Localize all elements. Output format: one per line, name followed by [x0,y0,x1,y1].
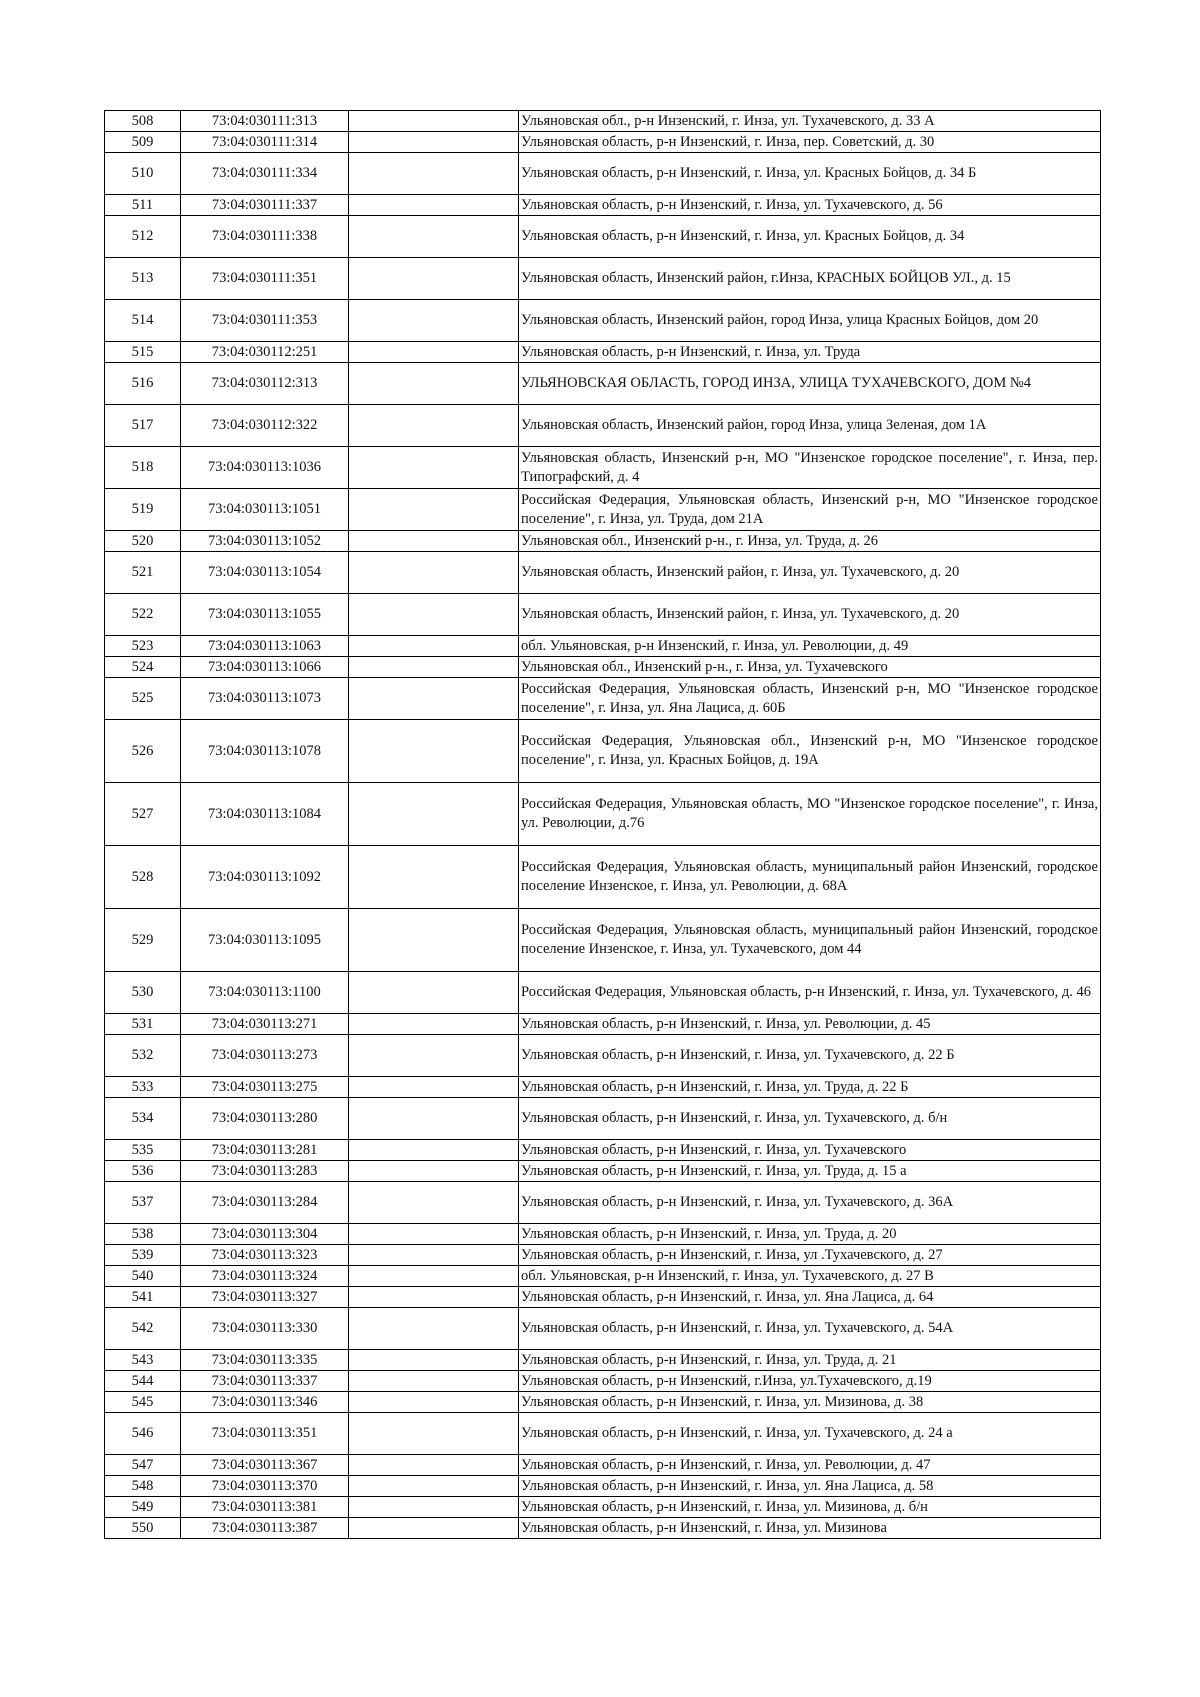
table-row [105,1182,1101,1224]
cadastral-number: 73:04:030113:1073 [181,678,349,720]
empty-cell [349,531,519,552]
row-number: 547 [105,1455,181,1476]
empty-cell [349,1497,519,1518]
cadastral-number: 73:04:030113:284 [181,1182,349,1224]
table-row [105,657,1101,678]
empty-cell [349,1287,519,1308]
address: Ульяновская область, Инзенский район, г. Инза, ул. Тухачевского, д. 20 [519,552,1101,594]
cadastral-number: 73:04:030113:1092 [181,846,349,909]
empty-cell [349,657,519,678]
address: Ульяновская область, р-н Инзенский, г. Инза, ул. Революции, д. 47 [519,1455,1101,1476]
row-number: 535 [105,1140,181,1161]
cadastral-number: 73:04:030113:280 [181,1098,349,1140]
empty-cell [349,1140,519,1161]
address: Российская Федерация, Ульяновская область, МО "Инзенское городское поселение", г. Инза, ул. Революции, д.76 [519,783,1101,846]
empty-cell [349,258,519,300]
row-number: 530 [105,972,181,1014]
empty-cell [349,1224,519,1245]
cadastral-number: 73:04:030111:338 [181,216,349,258]
row-number: 528 [105,846,181,909]
row-number: 510 [105,153,181,195]
address: обл. Ульяновская, р-н Инзенский, г. Инза, ул. Революции, д. 49 [519,636,1101,657]
row-number: 511 [105,195,181,216]
address: Российская Федерация, Ульяновская область, Инзенский р-н, МО "Инзенское городское поселение", г. Инза, ул. Яна Лациса, д. 60Б [519,678,1101,720]
row-number: 540 [105,1266,181,1287]
cadastral-number: 73:04:030113:323 [181,1245,349,1266]
row-number: 541 [105,1287,181,1308]
table-row [105,1476,1101,1497]
empty-cell [349,1077,519,1098]
table-row [105,1392,1101,1413]
table-row [105,1224,1101,1245]
row-number: 527 [105,783,181,846]
cadastral-number: 73:04:030113:1066 [181,657,349,678]
empty-cell [349,300,519,342]
empty-cell [349,1161,519,1182]
table-row [105,720,1101,783]
empty-cell [349,1455,519,1476]
row-number: 543 [105,1350,181,1371]
row-number: 520 [105,531,181,552]
empty-cell [349,153,519,195]
cadastral-number: 73:04:030113:1100 [181,972,349,1014]
address: УЛЬЯНОВСКАЯ ОБЛАСТЬ, ГОРОД ИНЗА, УЛИЦА ТУХАЧЕВСКОГО, ДОМ №4 [519,363,1101,405]
address: Ульяновская область, р-н Инзенский, г. Инза, ул. Яна Лациса, д. 58 [519,1476,1101,1497]
address: Ульяновская область, р-н Инзенский, г. Инза, ул. Тухачевского, д. 54А [519,1308,1101,1350]
row-number: 512 [105,216,181,258]
table-row [105,636,1101,657]
table-row [105,1287,1101,1308]
row-number: 529 [105,909,181,972]
table-row [105,1245,1101,1266]
address: Российская Федерация, Ульяновская область, муниципальный район Инзенский, городское поселение Инзенское, г. Инза, ул. Революции, д. 68А [519,846,1101,909]
empty-cell [349,783,519,846]
address: обл. Ульяновская, р-н Инзенский, г. Инза, ул. Тухачевского, д. 27 В [519,1266,1101,1287]
address: Ульяновская область, Инзенский р-н, МО "Инзенское городское поселение", г. Инза, пер. Типографский, д. 4 [519,447,1101,489]
table-row [105,1098,1101,1140]
cadastral-number: 73:04:030113:1084 [181,783,349,846]
empty-cell [349,132,519,153]
address: Ульяновская область, р-н Инзенский, г. Инза, ул. Труда, д. 22 Б [519,1077,1101,1098]
empty-cell [349,216,519,258]
cadastral-number: 73:04:030113:327 [181,1287,349,1308]
address: Российская Федерация, Ульяновская область, Инзенский р-н, МО "Инзенское городское поселение", г. Инза, ул. Труда, дом 21А [519,489,1101,531]
cadastral-number: 73:04:030113:1078 [181,720,349,783]
address: Ульяновская область, р-н Инзенский, г. Инза, ул. Революции, д. 45 [519,1014,1101,1035]
row-number: 542 [105,1308,181,1350]
table-row [105,1266,1101,1287]
empty-cell [349,1266,519,1287]
address: Ульяновская область, р-н Инзенский, г. Инза, ул. Тухачевского, д. 36А [519,1182,1101,1224]
row-number: 515 [105,342,181,363]
table-row [105,1371,1101,1392]
table-row [105,1035,1101,1077]
empty-cell [349,1182,519,1224]
empty-cell [349,972,519,1014]
table-row [105,153,1101,195]
table-row [105,678,1101,720]
empty-cell [349,363,519,405]
cadastral-number: 73:04:030113:1052 [181,531,349,552]
cadastral-number: 73:04:030113:1051 [181,489,349,531]
address: Ульяновская область, р-н Инзенский, г. Инза, ул .Тухачевского, д. 27 [519,1245,1101,1266]
address: Ульяновская область, р-н Инзенский, г. Инза, ул. Тухачевского, д. 24 а [519,1413,1101,1455]
row-number: 539 [105,1245,181,1266]
empty-cell [349,1371,519,1392]
empty-cell [349,1350,519,1371]
empty-cell [349,1035,519,1077]
address: Ульяновская область, р-н Инзенский, г.Инза, ул.Тухачевского, д.19 [519,1371,1101,1392]
cadastral-number: 73:04:030113:1054 [181,552,349,594]
address: Ульяновская область, Инзенский район, г.Инза, КРАСНЫХ БОЙЦОВ УЛ., д. 15 [519,258,1101,300]
empty-cell [349,447,519,489]
table-row [105,1308,1101,1350]
address: Ульяновская область, р-н Инзенский, г. Инза, ул. Тухачевского, д. б/н [519,1098,1101,1140]
row-number: 538 [105,1224,181,1245]
row-number: 514 [105,300,181,342]
cadastral-number: 73:04:030113:335 [181,1350,349,1371]
address: Ульяновская область, р-н Инзенский, г. Инза, ул. Мизинова, д. 38 [519,1392,1101,1413]
cadastral-number: 73:04:030111:314 [181,132,349,153]
address: Ульяновская область, р-н Инзенский, г. Инза, пер. Советский, д. 30 [519,132,1101,153]
empty-cell [349,636,519,657]
row-number: 525 [105,678,181,720]
table-row [105,1497,1101,1518]
cadastral-number: 73:04:030113:351 [181,1413,349,1455]
table-row [105,258,1101,300]
row-number: 531 [105,1014,181,1035]
cadastral-number: 73:04:030111:351 [181,258,349,300]
row-number: 533 [105,1077,181,1098]
empty-cell [349,846,519,909]
table-row [105,195,1101,216]
empty-cell [349,720,519,783]
address: Российская Федерация, Ульяновская область, муниципальный район Инзенский, городское поселение Инзенское, г. Инза, ул. Тухачевского, дом 44 [519,909,1101,972]
cadastral-number: 73:04:030113:283 [181,1161,349,1182]
cadastral-number: 73:04:030113:1063 [181,636,349,657]
row-number: 536 [105,1161,181,1182]
table-row [105,1518,1101,1539]
empty-cell [349,342,519,363]
row-number: 546 [105,1413,181,1455]
empty-cell [349,1476,519,1497]
empty-cell [349,1308,519,1350]
table-row [105,342,1101,363]
cadastral-number: 73:04:030113:370 [181,1476,349,1497]
address: Ульяновская область, р-н Инзенский, г. Инза, ул. Яна Лациса, д. 64 [519,1287,1101,1308]
address: Ульяновская область, р-н Инзенский, г. Инза, ул. Красных Бойцов, д. 34 Б [519,153,1101,195]
empty-cell [349,552,519,594]
cadastral-number: 73:04:030113:367 [181,1455,349,1476]
row-number: 517 [105,405,181,447]
cadastral-number: 73:04:030113:346 [181,1392,349,1413]
property-register-table [104,110,1101,1539]
table-row [105,300,1101,342]
table-row [105,846,1101,909]
empty-cell [349,1014,519,1035]
table-row [105,594,1101,636]
table-row [105,1014,1101,1035]
row-number: 519 [105,489,181,531]
table-row [105,1413,1101,1455]
empty-cell [349,678,519,720]
cadastral-number: 73:04:030112:251 [181,342,349,363]
cadastral-number: 73:04:030113:324 [181,1266,349,1287]
empty-cell [349,1098,519,1140]
cadastral-number: 73:04:030111:334 [181,153,349,195]
table-row [105,447,1101,489]
empty-cell [349,489,519,531]
empty-cell [349,1392,519,1413]
cadastral-number: 73:04:030112:322 [181,405,349,447]
address: Ульяновская обл., Инзенский р-н., г. Инза, ул. Труда, д. 26 [519,531,1101,552]
row-number: 521 [105,552,181,594]
row-number: 534 [105,1098,181,1140]
empty-cell [349,594,519,636]
address: Ульяновская область, р-н Инзенский, г. Инза, ул. Труда, д. 15 а [519,1161,1101,1182]
row-number: 532 [105,1035,181,1077]
empty-cell [349,111,519,132]
cadastral-number: 73:04:030113:1036 [181,447,349,489]
cadastral-number: 73:04:030113:1095 [181,909,349,972]
cadastral-number: 73:04:030113:281 [181,1140,349,1161]
cadastral-number: 73:04:030112:313 [181,363,349,405]
address: Ульяновская область, р-н Инзенский, г. Инза, ул. Мизинова, д. б/н [519,1497,1101,1518]
row-number: 516 [105,363,181,405]
row-number: 548 [105,1476,181,1497]
empty-cell [349,1518,519,1539]
cadastral-number: 73:04:030111:313 [181,111,349,132]
table-row [105,1350,1101,1371]
row-number: 522 [105,594,181,636]
table-row [105,909,1101,972]
address: Ульяновская область, р-н Инзенский, г. Инза, ул. Тухачевского, д. 22 Б [519,1035,1101,1077]
table-row [105,1077,1101,1098]
row-number: 523 [105,636,181,657]
address: Ульяновская область, Инзенский район, город Инза, улица Зеленая, дом 1А [519,405,1101,447]
address: Российская Федерация, Ульяновская обл., Инзенский р-н, МО "Инзенское городское поселение", г. Инза, ул. Красных Бойцов, д. 19А [519,720,1101,783]
cadastral-number: 73:04:030113:387 [181,1518,349,1539]
table-row [105,1140,1101,1161]
cadastral-number: 73:04:030113:273 [181,1035,349,1077]
address: Ульяновская область, р-н Инзенский, г. Инза, ул. Труда, д. 21 [519,1350,1101,1371]
address: Ульяновская область, р-н Инзенский, г. Инза, ул. Тухачевского [519,1140,1101,1161]
row-number: 518 [105,447,181,489]
row-number: 526 [105,720,181,783]
address: Ульяновская область, р-н Инзенский, г. Инза, ул. Мизинова [519,1518,1101,1539]
table-row [105,1161,1101,1182]
cadastral-number: 73:04:030113:275 [181,1077,349,1098]
table-row [105,972,1101,1014]
empty-cell [349,909,519,972]
address: Ульяновская область, р-н Инзенский, г. Инза, ул. Труда, д. 20 [519,1224,1101,1245]
address: Российская Федерация, Ульяновская область, р-н Инзенский, г. Инза, ул. Тухачевского, д. 46 [519,972,1101,1014]
cadastral-number: 73:04:030113:381 [181,1497,349,1518]
row-number: 549 [105,1497,181,1518]
table-row [105,531,1101,552]
cadastral-number: 73:04:030113:337 [181,1371,349,1392]
cadastral-number: 73:04:030111:337 [181,195,349,216]
table-row [105,405,1101,447]
cadastral-number: 73:04:030113:271 [181,1014,349,1035]
cadastral-number: 73:04:030113:304 [181,1224,349,1245]
table-row [105,489,1101,531]
row-number: 545 [105,1392,181,1413]
row-number: 524 [105,657,181,678]
table-row [105,111,1101,132]
row-number: 550 [105,1518,181,1539]
cadastral-number: 73:04:030113:1055 [181,594,349,636]
row-number: 508 [105,111,181,132]
empty-cell [349,405,519,447]
empty-cell [349,195,519,216]
address: Ульяновская область, р-н Инзенский, г. Инза, ул. Тухачевского, д. 56 [519,195,1101,216]
address: Ульяновская обл., Инзенский р-н., г. Инза, ул. Тухачевского [519,657,1101,678]
cadastral-number: 73:04:030113:330 [181,1308,349,1350]
table-row [105,363,1101,405]
address: Ульяновская обл., р-н Инзенский, г. Инза, ул. Тухачевского, д. 33 А [519,111,1101,132]
row-number: 537 [105,1182,181,1224]
address: Ульяновская область, Инзенский район, город Инза, улица Красных Бойцов, дом 20 [519,300,1101,342]
table-row [105,216,1101,258]
address: Ульяновская область, Инзенский район, г. Инза, ул. Тухачевского, д. 20 [519,594,1101,636]
address: Ульяновская область, р-н Инзенский, г. Инза, ул. Красных Бойцов, д. 34 [519,216,1101,258]
address: Ульяновская область, р-н Инзенский, г. Инза, ул. Труда [519,342,1101,363]
cadastral-number: 73:04:030111:353 [181,300,349,342]
row-number: 509 [105,132,181,153]
row-number: 513 [105,258,181,300]
table-row [105,1455,1101,1476]
empty-cell [349,1245,519,1266]
empty-cell [349,1413,519,1455]
table-row [105,783,1101,846]
table-row [105,552,1101,594]
table-row [105,132,1101,153]
row-number: 544 [105,1371,181,1392]
